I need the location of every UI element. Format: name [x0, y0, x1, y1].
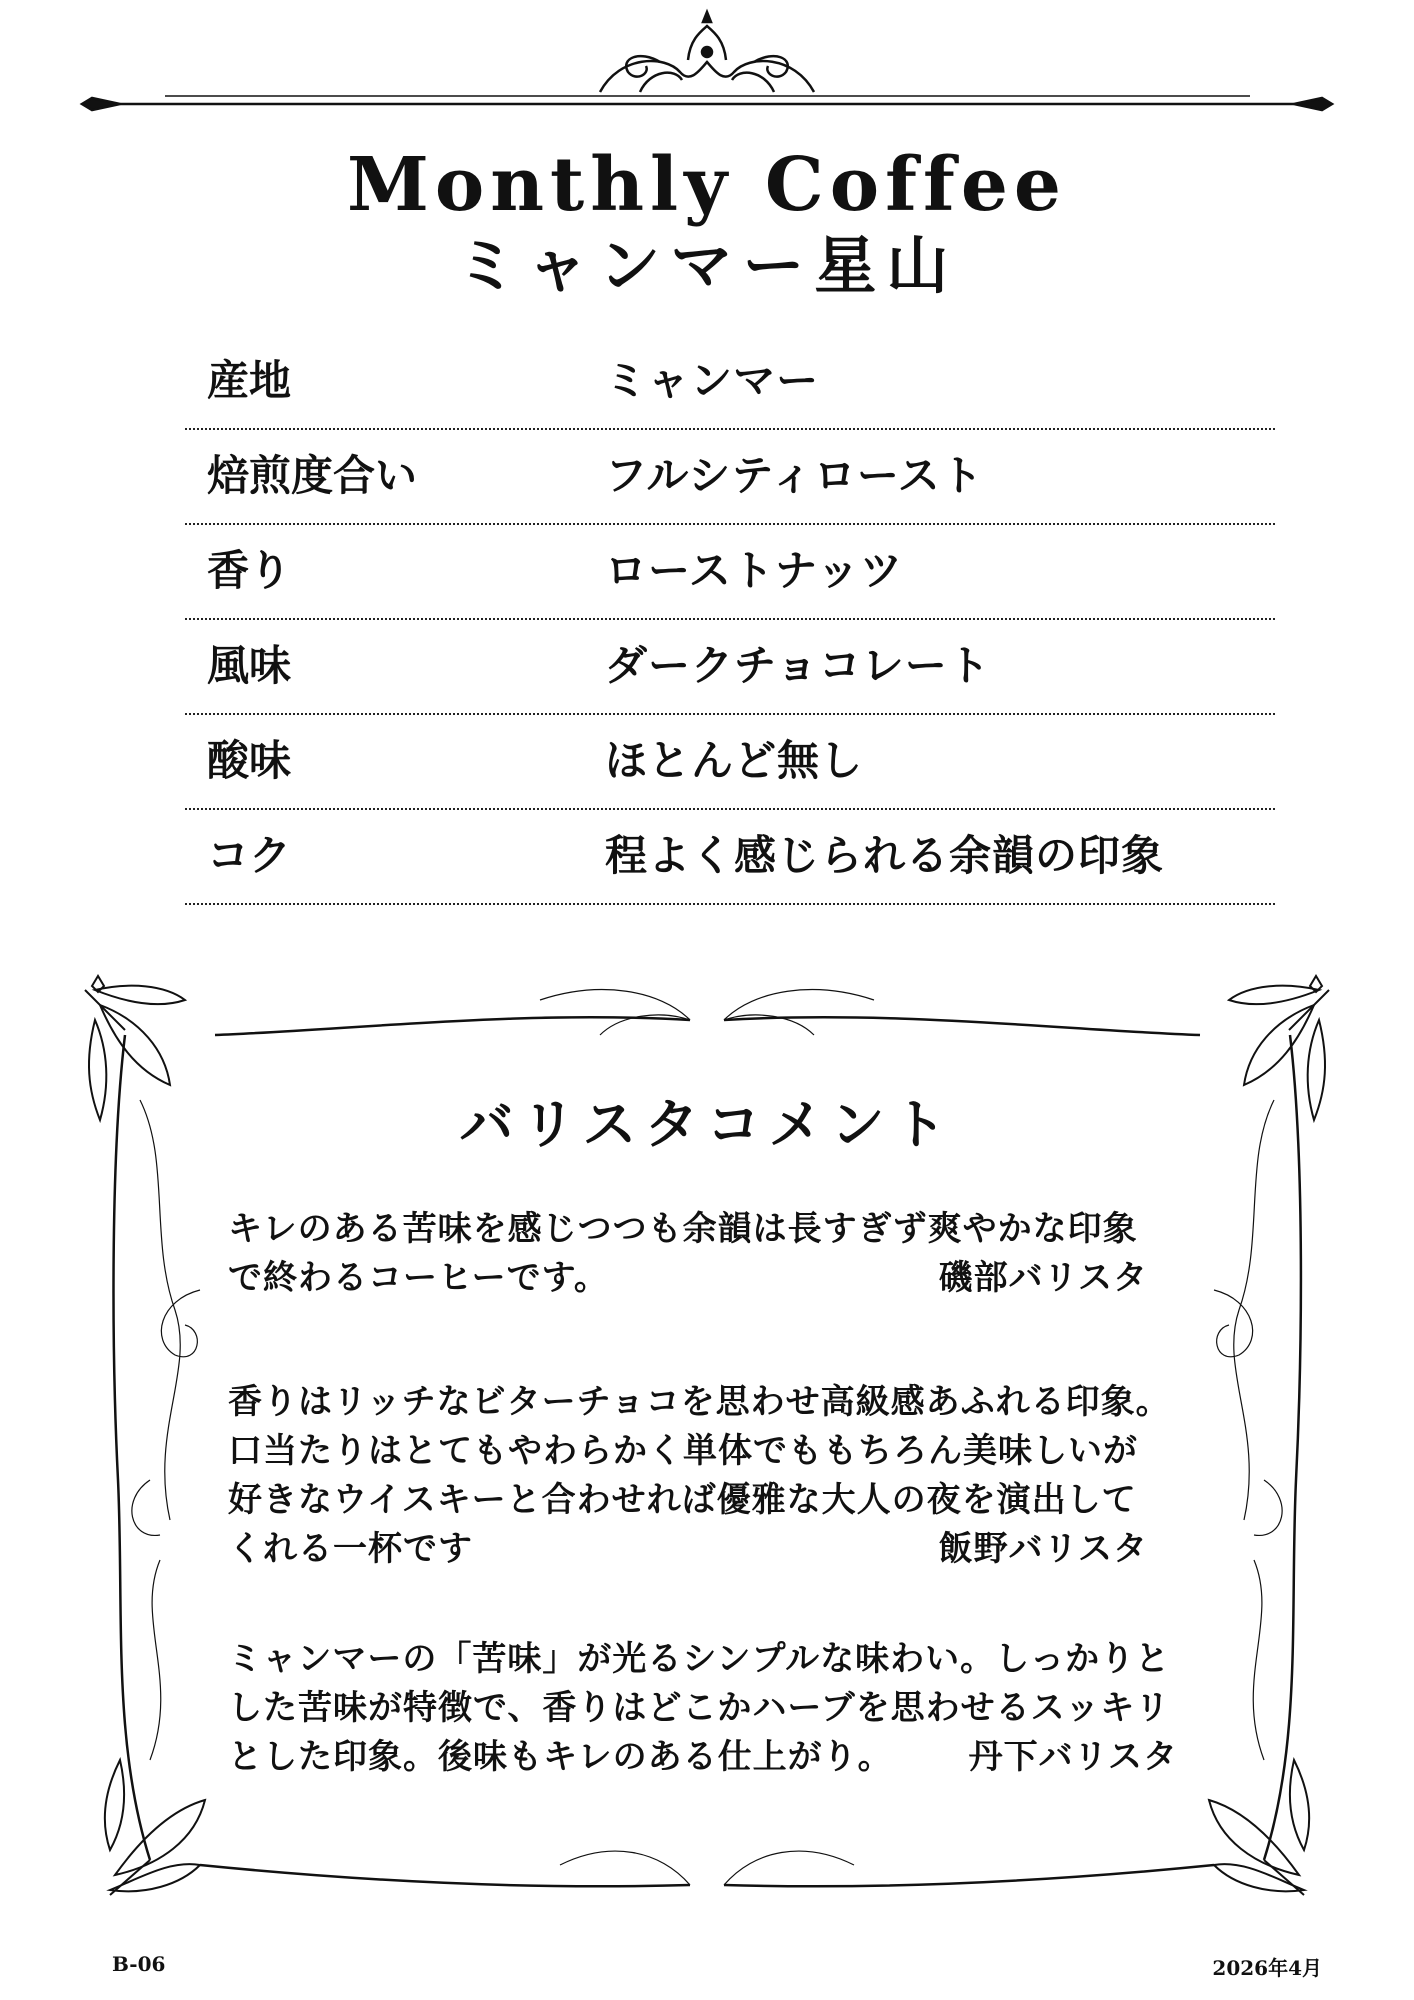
spec-row-acidity — [185, 715, 1275, 810]
comment-line: 口当たりはとてもやわらかく単体でももちろん美味しいが — [228, 1431, 1138, 1471]
comment-line: した苦味が特徴で、香りはどこかハーブを思わせるスッキリ — [228, 1688, 1171, 1728]
spec-row-origin — [185, 335, 1275, 430]
comment-text: で終わるコーヒーです。 — [228, 1258, 609, 1298]
spec-label: コク — [207, 831, 292, 880]
comment-line: ミャンマーの「苦味」が光るシンプルな味わい。しっかりと — [228, 1639, 1171, 1679]
spec-label: 風味 — [207, 641, 292, 690]
comment-text: くれる一杯です — [228, 1529, 473, 1569]
barista-comment — [228, 1205, 1178, 1303]
spec-label: 香り — [207, 546, 292, 595]
footer-date: 2026年4月 — [1212, 1956, 1322, 1980]
spec-row-roast — [185, 430, 1275, 525]
comment-line — [228, 1254, 1178, 1303]
comment-line — [228, 1733, 1178, 1782]
comment-line — [228, 1525, 1178, 1574]
spec-value: ダークチョコレート — [605, 641, 991, 690]
spec-value: ほとんど無し — [605, 736, 864, 785]
barista-comment — [228, 1378, 1178, 1574]
comment-line: キレのある苦味を感じつつも余韻は長すぎず爽やかな印象 — [228, 1209, 1138, 1249]
spec-value: ローストナッツ — [605, 546, 904, 595]
barista-name: 飯野バリスタ — [938, 1529, 1148, 1569]
comment-line: 好きなウイスキーと合わせれば優雅な大人の夜を演出して — [228, 1480, 1137, 1520]
page-title-japanese: ミャンマー星山 — [455, 229, 959, 302]
comment-line: 香りはリッチなビターチョコを思わせ高級感あふれる印象。 — [228, 1382, 1171, 1422]
spec-label: 酸味 — [207, 736, 292, 785]
spec-row-body — [185, 810, 1275, 905]
spec-row-flavor — [185, 620, 1275, 715]
barista-name: 丹下バリスタ — [968, 1737, 1178, 1777]
spec-value: フルシティロースト — [605, 451, 984, 500]
page-title-english: Monthly Coffee — [346, 142, 1067, 228]
spec-label: 産地 — [207, 356, 292, 405]
spec-row-aroma — [185, 525, 1275, 620]
footer-code: B-06 — [112, 1952, 166, 1976]
coffee-spec-table — [185, 335, 1275, 905]
barista-name: 磯部バリスタ — [938, 1258, 1148, 1298]
top-flourish-ornament — [0, 0, 1414, 140]
spec-label: 焙煎度合い — [207, 451, 418, 500]
barista-comment — [228, 1635, 1178, 1782]
comment-text: とした印象。後味もキレのある仕上がり。 — [228, 1737, 893, 1777]
spec-value: ミャンマー — [605, 356, 820, 405]
barista-comment-heading: バリスタコメント — [459, 1093, 955, 1156]
spec-value: 程よく感じられる余韻の印象 — [605, 831, 1165, 880]
